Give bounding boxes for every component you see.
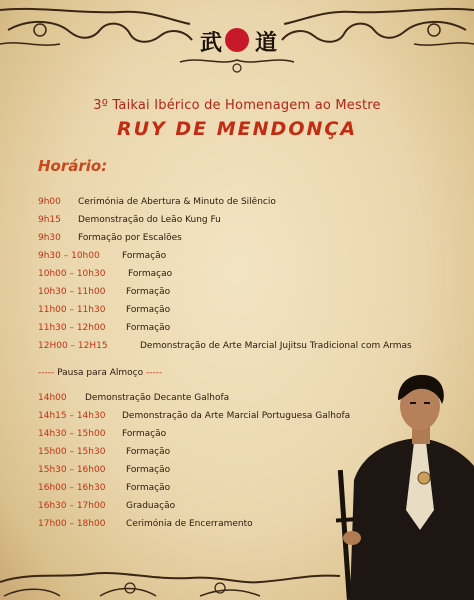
kanji-bu: 武 (200, 30, 223, 56)
schedule-activity: Demonstração Decante Galhofa (85, 393, 230, 403)
schedule-activity: Cerimónia de Abertura & Minuto de Silêncio (78, 197, 276, 207)
schedule-time: 9h15 (38, 215, 61, 225)
pause-dash-left: ----- (38, 368, 55, 378)
schedule-row (38, 323, 170, 337)
schedule-time: 9h30 – 10h00 (38, 251, 100, 261)
pause-label: Pausa para Almoço (57, 368, 144, 378)
event-title: RUY DE MENDONÇA (116, 118, 358, 140)
event-subtitle: 3º Taikai Ibérico de Homenagem ao Mestre (93, 98, 381, 113)
schedule-row (38, 269, 172, 283)
schedule-time: 16h00 – 16h30 (38, 483, 106, 493)
schedule-row (38, 501, 175, 515)
schedule-row (38, 341, 412, 355)
schedule-time: 10h00 – 10h30 (38, 269, 106, 279)
schedule-time: 14h00 (38, 393, 67, 403)
schedule-time: 16h30 – 17h00 (38, 501, 106, 511)
lunch-pause (38, 368, 162, 378)
schedule-time: 15h30 – 16h00 (38, 465, 106, 475)
pause-dash-right: ----- (146, 368, 163, 378)
schedule-row (38, 447, 170, 461)
schedule-row (38, 305, 170, 319)
schedule-heading: Horário: (38, 157, 108, 175)
schedule-row (38, 465, 170, 479)
schedule-row (38, 429, 166, 443)
schedule-activity: Demonstração da Arte Marcial Portuguesa Galhofa (122, 411, 351, 421)
schedule-activity: Formação (126, 287, 171, 297)
schedule-activity: Formação (126, 483, 171, 493)
schedule-row (38, 215, 221, 229)
kanji-do: 道 (255, 30, 278, 56)
schedule-activity: Formaçao (128, 269, 173, 279)
schedule-row (38, 287, 170, 301)
schedule-time: 11h00 – 11h30 (38, 305, 106, 315)
schedule-time: 12H00 – 12H15 (38, 341, 108, 351)
schedule-row (38, 233, 182, 247)
schedule-time: 17h00 – 18h00 (38, 519, 106, 529)
schedule-time: 9h00 (38, 197, 61, 207)
schedule-row (38, 197, 276, 211)
schedule-time: 15h00 – 15h30 (38, 447, 106, 457)
schedule-activity: Formação (126, 323, 171, 333)
schedule-row (38, 483, 170, 497)
schedule-activity: Formação (122, 251, 167, 261)
bottom-cloud-ornament (0, 552, 474, 600)
schedule-activity: Formação (122, 429, 167, 439)
schedule-time: 10h30 – 11h00 (38, 287, 106, 297)
schedule-activity: Demonstração de Arte Marcial Jujitsu Tradicional com Armas (140, 341, 412, 351)
schedule-activity: Formação (126, 465, 171, 475)
schedule-time: 9h30 (38, 233, 61, 243)
schedule-row (38, 393, 229, 407)
schedule-time: 14h30 – 15h00 (38, 429, 106, 439)
schedule-activity: Formação (126, 447, 171, 457)
schedule-row (38, 411, 350, 425)
schedule-time: 14h15 – 14h30 (38, 411, 106, 421)
red-sun-icon (225, 28, 249, 52)
schedule-activity: Cerimónia de Encerramento (126, 519, 253, 529)
schedule-time: 11h30 – 12h00 (38, 323, 106, 333)
schedule-row (38, 519, 253, 533)
schedule-row (38, 251, 166, 265)
schedule-activity: Demonstração do Leão Kung Fu (78, 215, 221, 225)
schedule-activity: Graduação (126, 501, 176, 511)
schedule-activity: Formação (126, 305, 171, 315)
schedule-activity: Formação por Escalões (78, 233, 182, 243)
